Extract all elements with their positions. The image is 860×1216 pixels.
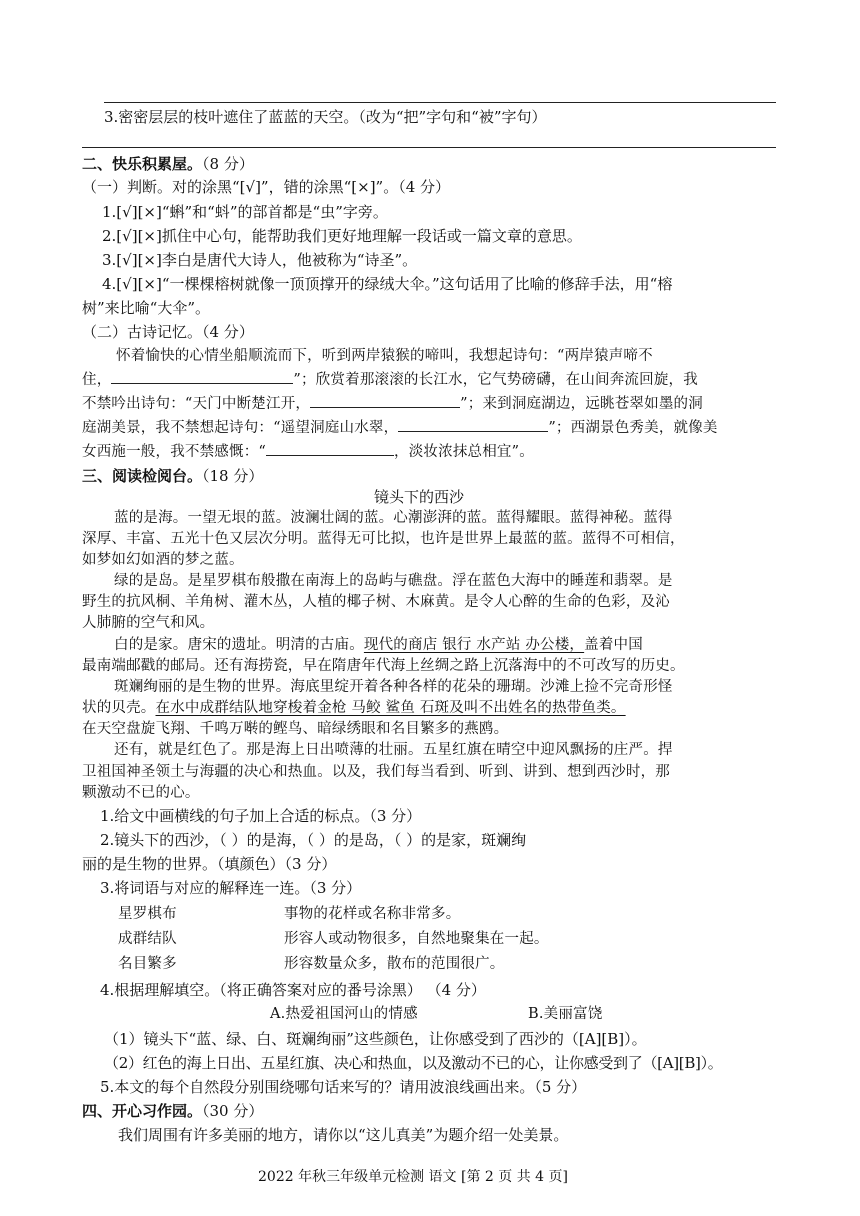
poem-text-line-4 xyxy=(82,417,718,439)
section-3-score: （18 分） xyxy=(202,467,264,485)
article-p4-l1: 斑斓绚丽的是生物的世界。海底里绽开着各种各样的花朵的珊瑚。沙滩上捡不完奇形怪 xyxy=(114,679,673,695)
article-p3-l1 xyxy=(114,634,643,656)
judge-item-4-cont: 树”来比喻“大伞”。 xyxy=(82,299,211,317)
text-segment: 庭湖美景，我不禁想起诗句：“遥望洞庭山水翠， xyxy=(82,420,399,436)
judge-item-3: 3.[√][×]李白是唐代大诗人，他被称为“诗圣”。 xyxy=(102,251,418,269)
judge-item-1: 1.[√][×]“蝌”和“蚪”的部首都是“虫”字旁。 xyxy=(102,203,388,221)
match-word-1: 星罗棋布 xyxy=(118,906,177,922)
q4-sentence-1: （1）镜头下“蓝、绿、白、斑斓绚丽”这些颜色，让你感受到了西沙的（[A][B]）。 xyxy=(104,1030,647,1048)
fill-blank[interactable] xyxy=(310,393,460,408)
match-word-3: 名目繁多 xyxy=(118,956,177,972)
match-def-1: 事物的花样或名称非常多。 xyxy=(284,906,461,922)
article-p1-l2: 深厚、丰富、五光十色又层次分明。蓝得无可比拟，也许是世界上最蓝的蓝。蓝得不可相信， xyxy=(82,531,685,547)
fill-blank[interactable] xyxy=(398,417,548,432)
q4-sentence-2: （2）红色的海上日出、五星红旗、决心和热血，以及激动不已的心，让你感受到了（[A][B]）。 xyxy=(104,1054,723,1072)
text-segment: ”；西湖景色秀美，就像美 xyxy=(548,420,718,436)
text-segment: 住， xyxy=(82,372,112,388)
article-p3-l2: 最南端邮戳的邮局。还有海捞瓷，早在隋唐年代海上丝绸之路上沉落海中的不可改写的历史。 xyxy=(82,658,685,674)
article-p4-l3: 在天空盘旋飞翔、千鸣万啭的鲣鸟、暗绿绣眼和名目繁多的燕鸥。 xyxy=(82,721,509,737)
poem-text-line-1: 怀着愉快的心情坐船顺流而下，听到两岸猿猴的啼叫，我想起诗句：“两岸猿声啼不 xyxy=(116,348,653,364)
article-p4-l2 xyxy=(82,697,626,719)
reading-q5: 5.本文的每个自然段分别围绕哪句话来写的？请用波浪线画出来。（5 分） xyxy=(100,1078,587,1096)
section-3-title: 三、阅读检阅台。 xyxy=(82,467,203,485)
article-p2-l1: 绿的是岛。是星罗棋布般撒在南海上的岛屿与礁盘。浮在蓝色大海中的睡莲和翡翠。是 xyxy=(114,573,673,589)
reading-q2-l2: 丽的是生物的世界。（填颜色）（3 分） xyxy=(82,855,337,873)
section-4-heading xyxy=(82,1100,263,1122)
q4-option-a: A.热爱祖国河山的情感 xyxy=(270,1006,418,1022)
article-p5-l1: 还有，就是红色了。那是海上日出喷薄的壮丽。五星红旗在晴空中迎风飘扬的庄严。捍 xyxy=(114,742,673,758)
article-title: 镜头下的西沙 xyxy=(374,488,465,506)
text-segment: 不禁吟出诗句：“天门中断楚江开， xyxy=(82,396,311,412)
reading-q2-l1: 2.镜头下的西沙，（ ）的是海，（ ）的是岛，（ ）的是家，斑斓绚 xyxy=(100,831,527,849)
part-1-title: （一）判断。对的涂黑“[√]”，错的涂黑“[×]”。（4 分） xyxy=(82,178,451,196)
match-word-2: 成群结队 xyxy=(118,931,177,947)
question-3-rewrite: 3.密密层层的枝叶遮住了蓝蓝的天空。（改为“把”字句和“被”字句） xyxy=(104,108,547,126)
article-p2-l2: 野生的抗风桐、羊角树、灌木丛，人植的椰子树、木麻黄。是令人心醉的生命的色彩，及沁 xyxy=(82,594,670,610)
article-p5-l3: 颗激动不已的心。 xyxy=(82,785,200,801)
text-segment: ”；来到洞庭湖边，远眺苍翠如墨的洞 xyxy=(460,396,703,412)
text-segment: ”；欣赏着那滚滚的长江水，它气势磅礴，在山间奔流回旋，我 xyxy=(293,372,698,388)
text-segment: 盖着中国 xyxy=(584,637,643,653)
section-4-score: （30 分） xyxy=(202,1102,264,1120)
writing-prompt: 我们周围有许多美丽的地方，请你以“这儿真美”为题介绍一处美景。 xyxy=(118,1126,569,1144)
reading-q3: 3.将词语与对应的解释连一连。（3 分） xyxy=(100,879,362,897)
section-2-title: 二、快乐积累屋。 xyxy=(82,155,203,173)
article-p1-l3: 如梦如幻如酒的梦之蓝。 xyxy=(82,552,244,568)
fill-blank[interactable] xyxy=(266,441,394,456)
part-2-title: （二）古诗记忆。（4 分） xyxy=(82,323,254,341)
section-2-score: （8 分） xyxy=(202,155,254,173)
text-segment: 白的是家。唐宋的遗址。明清的古庙。 xyxy=(114,637,364,653)
section-2-heading xyxy=(82,153,254,175)
answer-line xyxy=(104,102,776,103)
reading-q4: 4.根据理解填空。（将正确答案对应的番号涂黑） （4 分） xyxy=(100,981,486,999)
article-p2-l3: 人肺腑的空气和风。 xyxy=(82,615,215,631)
judge-item-2: 2.[√][×]抓住中心句，能帮助我们更好地理解一段话或一篇文章的意思。 xyxy=(102,227,582,245)
answer-line xyxy=(82,147,776,148)
poem-text-line-2 xyxy=(82,369,698,391)
poem-text-line-3 xyxy=(82,393,703,415)
underlined-sentence: 现代的商店 银行 水产站 办公楼， xyxy=(363,637,585,653)
judge-item-4: 4.[√][×]“一棵棵榕树就像一顶顶撑开的绿绒大伞。”这句话用了比喻的修辞手法，用“榕 xyxy=(102,275,673,293)
text-segment: ，淡妆浓抹总相宜”。 xyxy=(394,444,534,460)
text-segment: 女西施一般，我不禁感慨：“ xyxy=(82,444,267,460)
article-p1-l1: 蓝的是海。一望无垠的蓝。波澜壮阔的蓝。心潮澎湃的蓝。蓝得耀眼。蓝得神秘。蓝得 xyxy=(114,510,673,526)
section-3-heading xyxy=(82,465,263,487)
q4-option-b: B.美丽富饶 xyxy=(528,1006,603,1022)
page-footer: 2022 年秋三年级单元检测 语文 [第 2 页 共 4 页] xyxy=(258,1169,568,1185)
text-segment: 状的贝壳。 xyxy=(82,700,156,716)
reading-q1: 1.给文中画横线的句子加上合适的标点。（3 分） xyxy=(100,807,422,825)
article-p5-l2: 卫祖国神圣领土与海疆的决心和热血。以及，我们每当看到、听到、讲到、想到西沙时，那 xyxy=(82,764,670,780)
fill-blank[interactable] xyxy=(111,369,293,384)
underlined-sentence: 在水中成群结队地穿梭着金枪 马鲛 鲨鱼 石斑及叫不出姓名的热带鱼类。 xyxy=(155,700,626,716)
poem-text-line-5 xyxy=(82,441,534,463)
section-4-title: 四、开心习作园。 xyxy=(82,1102,203,1120)
match-def-2: 形容人或动物很多，自然地聚集在一起。 xyxy=(284,931,549,947)
match-def-3: 形容数量众多，散布的范围很广。 xyxy=(284,956,505,972)
